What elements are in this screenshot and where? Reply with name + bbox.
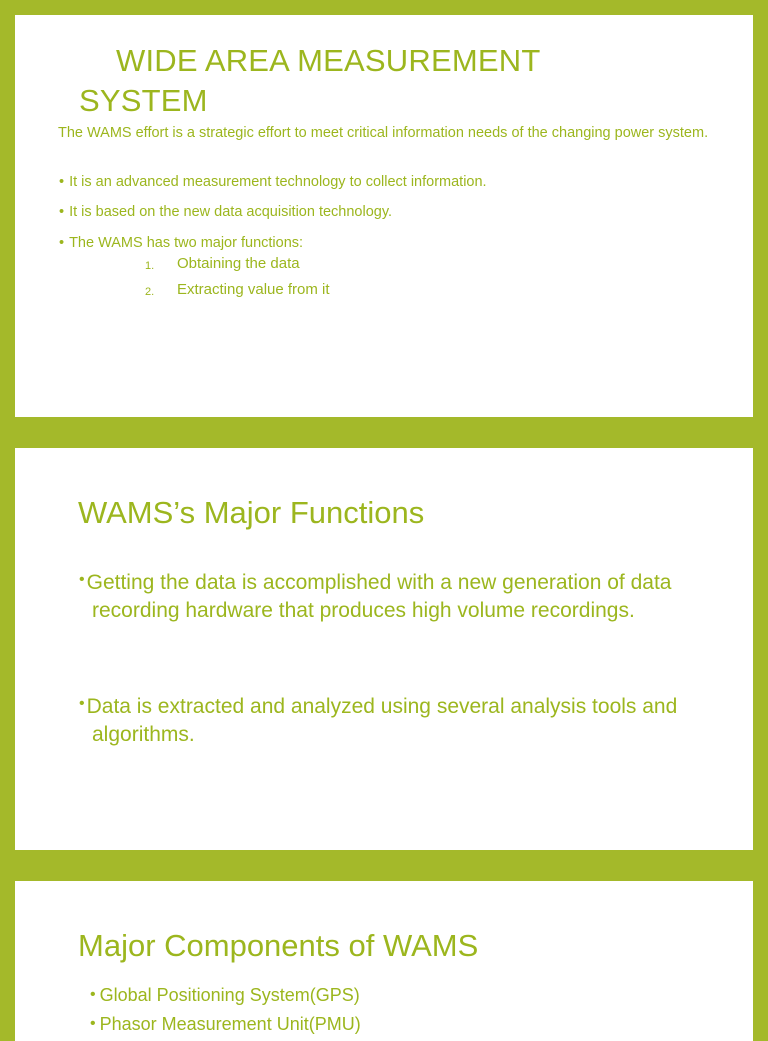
bullet-text: Global Positioning System(GPS) [99,985,360,1005]
bullet-text: The WAMS has two major functions: [69,235,304,251]
bullet-item [90,984,360,1006]
bullet-icon: • [59,235,65,251]
bullet-item [90,1013,361,1035]
slide-wide-area-measurement-system [15,15,753,417]
bullet-icon: • [59,204,65,220]
bullet-item [79,690,722,748]
bullet-item [79,566,722,624]
bullet-icon: • [79,695,85,712]
slide-title-continued: SYSTEM [79,83,208,118]
bullet-text: Getting the data is accomplished with a new generation of data recording hardware that produces high volume recordings. [86,571,672,622]
item-number: 2. [145,286,155,298]
slide-title: WIDE AREA MEASUREMENT [116,43,541,78]
bullet-item [59,173,487,191]
slide-title: WAMS’s Major Functions [78,495,425,530]
bullet-item [59,234,303,252]
bullet-text: It is based on the new data acquisition technology. [69,204,393,220]
bullet-text: Data is extracted and analyzed using several analysis tools and algorithms. [86,695,678,746]
slide-wams-major-functions [15,448,753,850]
slide-major-components-of-wams [15,881,753,1041]
item-text: Obtaining the data [177,255,300,272]
bullet-item [59,203,392,221]
bullet-icon: • [90,1015,96,1032]
item-text: Extracting value from it [177,281,330,298]
bullet-icon: • [59,174,65,190]
slide-title: Major Components of WAMS [78,928,479,963]
bullet-text: It is an advanced measurement technology to collect information. [69,174,487,190]
item-number: 1. [145,260,155,272]
bullet-icon: • [79,571,85,588]
bullet-text: Phasor Measurement Unit(PMU) [99,1014,361,1034]
bullet-icon: • [90,986,96,1003]
intro-paragraph: The WAMS effort is a strategic effort to meet critical information needs of the changing power system. [58,125,709,141]
